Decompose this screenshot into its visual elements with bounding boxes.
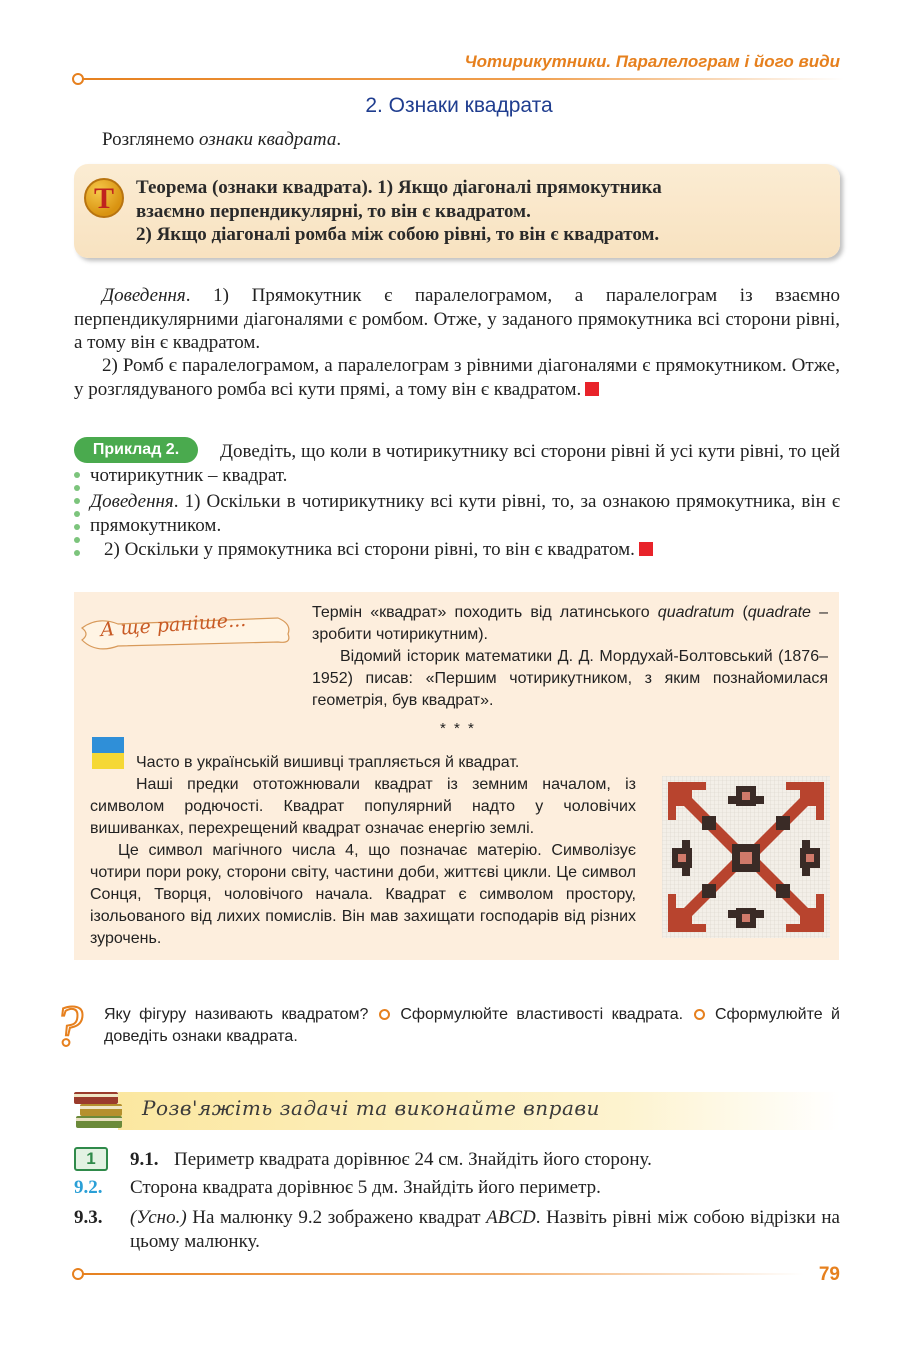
review-questions: Яку фігуру називають квадратом? Сформулюйте властивості квадрата. Сформулюйте й доведіть ознаки квадрата. [104, 1006, 840, 1045]
history-paragraph-4: Наші предки ототожнювали квадрат із земним началом, із символом родючості. Квадрат популярний надто у чоловічих вишиванках, перехрещений квадрат означає енергію землі. [90, 776, 636, 837]
exercise-number: 9.3. [74, 1207, 103, 1228]
section-separator: * * * [440, 720, 476, 737]
exercise-text: (Усно.) На малюнку 9.2 зображено квадрат ABCD. Назвіть рівні між собою відрізки на цьому малюнку. [130, 1207, 840, 1252]
exercise-number: 9.2. [74, 1177, 103, 1198]
example-badge: Приклад 2. [74, 437, 198, 463]
history-paragraph-5: Це символ магічного числа 4, що позначає матерію. Символізує чотири пори року, сторони світу, частини доби, життєві цикли. Це символ Сонця, Творця, чоловічого начала. Квадрат є символом простору, ізольованого від лихих помислів. Він мав захищати господарів від різних зурочень. [90, 842, 636, 947]
theorem-icon: Т [84, 178, 124, 218]
ribbon-text: А ще раніше... [99, 608, 247, 642]
header-rule-dot [72, 73, 84, 85]
theorem-box [74, 164, 840, 258]
books-icon [72, 1082, 126, 1132]
ukraine-flag-icon [92, 737, 124, 769]
bullet-circle-icon [379, 1009, 390, 1020]
bullet-circle-icon [694, 1009, 705, 1020]
example-proof-part2: 2) Оскільки у прямокутника всі сторони рівні, то він є квадратом. [90, 538, 840, 562]
proof-part2: 2) Ромб є паралелограмом, а паралелограм з рівними діагоналями є прямокутником. Отже, у розглядуваного ромба всі кути прямі, а тому він є квадратом. [74, 355, 840, 400]
qed-mark [585, 382, 599, 396]
question-icon: ? [54, 993, 83, 1058]
theorem-text: Теорема (ознаки квадрата). 1) Якщо діагоналі прямокутника взаємно перпендикулярні, то він є квадратом. 2) Якщо діагоналі ромба між собою рівні, то він є квадратом. [136, 177, 662, 245]
footer-rule [74, 1273, 804, 1275]
section-title: 2. Ознаки квадрата [365, 94, 553, 117]
level-badge: 1 [74, 1147, 108, 1171]
header-rule [74, 78, 844, 80]
footer-rule-dot [72, 1268, 84, 1280]
embroidery-pattern-image [662, 776, 830, 938]
exercise-number: 9.1. [130, 1149, 159, 1170]
exercises-title: Розв'яжіть задачі та виконайте вправи [142, 1096, 600, 1120]
proof-part1: Доведення. 1) Прямокутник є паралелограмом, а паралелограм із взаємно перпендикулярними діагоналями є ромбом. Отже, у заданого прямокутника всі сторони рівні, а тому він є квадратом. [74, 285, 840, 353]
exercise-text: Сторона квадрата дорівнює 5 дм. Знайдіть його периметр. [130, 1177, 601, 1198]
history-paragraph-3: Часто в українській вишивці трапляється й квадрат. [136, 754, 520, 771]
example-proof-part1: Доведення. 1) Оскільки в чотирикутнику всі кути рівні, то, за ознакою прямокутника, він є прямокутником. [90, 491, 840, 536]
exercise-text: Периметр квадрата дорівнює 24 см. Знайдіть його сторону. [174, 1149, 652, 1170]
page-number: 79 [818, 1264, 840, 1285]
qed-mark [639, 542, 653, 556]
history-paragraph-1: Термін «квадрат» походить від латинського quadratum (quadrate – зробити чотирикутним). [312, 604, 828, 643]
intro-paragraph: Розглянемо ознаки квадрата. [102, 129, 342, 150]
example-statement: Доведіть, що коли в чотирикутнику всі сторони рівні й усі кути рівні, то цей чотирикутник – квадрат. [90, 441, 840, 486]
running-title: Чотирикутники. Паралелограм і його види [464, 52, 840, 71]
example-dots [74, 472, 80, 563]
history-paragraph-2: Відомий історик математики Д. Д. Мордухай-Болтовський (1876–1952) писав: «Першим чотирикутником, з яким познайомилася геометрія, був квадрат». [312, 648, 828, 709]
